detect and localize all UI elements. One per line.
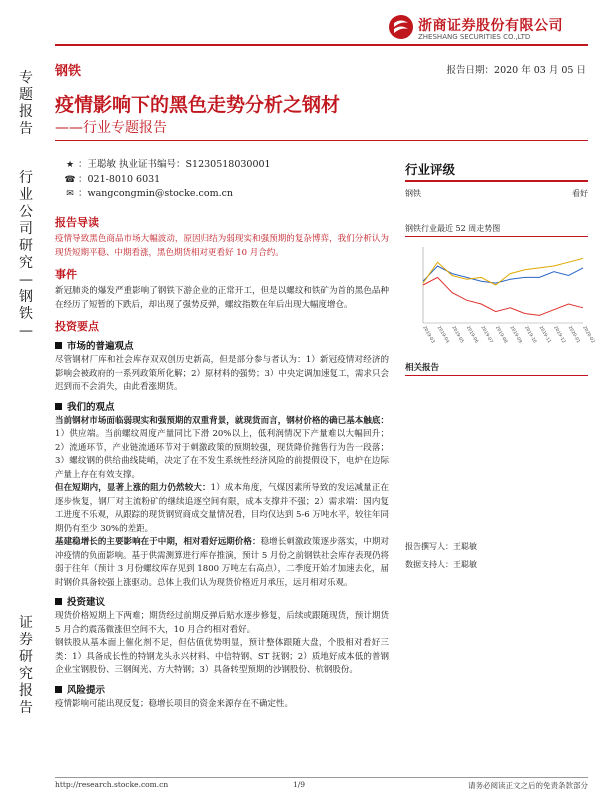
side-label-char: 行 <box>19 170 33 186</box>
side-label-char: 究 <box>19 255 33 271</box>
analyst-name: ：王聪敏 执业证书编号：S1230518030001 <box>78 159 271 170</box>
chart-x-tick-label: 2019-06 <box>464 325 479 345</box>
advice-text-2: 钢铁股从基本面上催化剂不足，但估值优势明显，预计整体跟随大盘，个股相对看好三类：1）具备成长性的特钢龙头永兴材料、中信特钢、ST 抚钢；2）质地好成本低的普钢企业宝钢股份、三钢闽光、方大特钢；3）具备转型预期的沙钢股份、杭钢股份。 <box>55 638 389 675</box>
rating-industry: 钢铁 <box>405 189 421 198</box>
chart-x-tick-label: 2020-01 <box>566 325 581 345</box>
market-view-heading: 市场的普遍观点 <box>55 338 389 352</box>
chart-x-tick-label: 2019-03 <box>421 325 436 345</box>
side-label-char: 钢 <box>19 289 33 305</box>
side-label-char: 告 <box>19 700 33 716</box>
points-heading: 投资要点 <box>55 320 99 333</box>
side-label-special-report <box>16 70 36 138</box>
side-label-industry-research <box>16 170 36 340</box>
page-number: 1/9 <box>293 780 306 789</box>
side-label-securities-research <box>16 615 36 717</box>
writer-info <box>405 538 477 574</box>
title-divider <box>55 140 588 141</box>
person-icon: ★ <box>65 160 75 170</box>
side-label-char: 证 <box>19 615 33 631</box>
header-divider <box>55 44 588 46</box>
chart-x-tick-label: 2019-10 <box>523 325 537 345</box>
advice-heading: 投资建议 <box>55 594 389 608</box>
report-subtitle: ——行业专题报告 <box>55 120 167 136</box>
chart-x-tick-label: 2019-11 <box>537 325 552 345</box>
report-title: 疫情影响下的黑色走势分析之钢材 <box>55 94 341 116</box>
bullet-square-icon <box>55 598 62 605</box>
bullet-square-icon <box>55 342 62 349</box>
side-label-char: 报 <box>19 104 33 120</box>
chart-x-tick-label: 2020-02 <box>581 325 596 345</box>
our-view-text: 当前钢材市场面临弱现实和强预期的双重背景，就现货而言，钢材价格的确已基本触底：1）供应端。当前螺纹周度产量同比下滑 20%以上，低利润情况下产量难以大幅回升；2）流通环节，产业链流通环节对于刺激政策的预期较强，现货降价抛售行为告一段落；3）螺纹钢的供给曲线陡峭，决定了在不发生系统性经济风险的前提假设下，电炉在边际产量上存在有效支撑。 <box>55 415 389 480</box>
report-category: 钢铁 <box>55 64 82 79</box>
long-term-text: 基建稳增长的主要影响在于中期，相对看好远期价格：稳增长刺激政策逐步落实，中期对冲疫情的负面影响。基于供需测算进行库存推演，预计 5 月份之前钢铁社会库存表现仍将弱于往年（预计 3 月份螺纹库存见到 1800 万吨左右高点），二季度开始才加速去化，届时钢价具备较强上涨驱动。总体上我们认为现货价格近月承压，远月相对乐观。 <box>55 537 389 588</box>
side-label-char: 究 <box>19 666 33 682</box>
email-icon: ✉ <box>66 189 74 199</box>
guide-heading: 报告导读 <box>55 216 99 229</box>
sidebar <box>405 160 596 376</box>
side-label-char: 券 <box>19 632 33 648</box>
analyst-info <box>62 158 271 202</box>
chart-title: 钢铁行业最近 52 周走势图 <box>405 223 588 237</box>
side-label-char: 专 <box>19 70 33 86</box>
side-label-char: — <box>19 323 33 339</box>
risk-heading: 风险提示 <box>55 682 389 696</box>
side-label-char: 研 <box>19 649 33 665</box>
footer-divider <box>55 777 588 778</box>
side-label-char: 业 <box>19 187 33 203</box>
analyst-name-row <box>62 158 271 173</box>
contact-label: 数据支持人：王聪敏 <box>405 560 477 569</box>
chart-x-tick-label: 2019-07 <box>479 325 494 345</box>
phone-icon: ☎ <box>64 174 76 185</box>
chart-x-tick-label: 2019-08 <box>493 325 508 345</box>
side-label-char: 题 <box>19 87 33 103</box>
side-label-char: 告 <box>19 121 33 137</box>
analyst-phone: ：021-8010 6031 <box>78 173 161 185</box>
trend-chart <box>405 241 596 351</box>
main-content <box>55 208 389 711</box>
chart-x-tick-label: 2019-12 <box>552 325 566 345</box>
side-label-char: 公 <box>19 204 33 220</box>
side-label-char: 司 <box>19 221 33 237</box>
bullet-square-icon <box>55 403 62 410</box>
logo-name-cn: 浙商证券股份有限公司 <box>418 18 563 34</box>
footer-disclaimer: 请务必阅读正文之后的免责条款部分 <box>468 781 588 790</box>
chart-x-tick-label: 2019-04 <box>435 325 450 345</box>
event-heading: 事件 <box>55 268 77 281</box>
analyst-email[interactable]: ：wangcongmin@stocke.com.cn <box>78 188 234 199</box>
event-text: 新冠肺炎的爆发严重影响了钢铁下游企业的正常开工，但是以螺纹和铁矿为首的黑色品种在经历了短暂的下跌后，却出现了强势反弹，螺纹指数在年后出现大幅度增仓。 <box>55 286 389 310</box>
side-label-char: 研 <box>19 238 33 254</box>
company-logo <box>388 14 588 44</box>
guide-text: 疫情导致黑色商品市场大幅波动，原因归结为弱现实和强预期的复杂博弈，我们分析认为现货短期平稳、中期看涨，黑色期货相对更看好 10 月合约。 <box>55 234 389 258</box>
risk-text: 疫情影响可能出现反复；稳增长项目的资金来源存在不确定性。 <box>55 698 294 709</box>
side-label-char: 报 <box>19 683 33 699</box>
bullet-square-icon <box>55 686 62 693</box>
chart-series-line-0 <box>423 266 583 283</box>
side-label-char: — <box>19 272 33 288</box>
side-label-char: 铁 <box>19 306 33 322</box>
analyst-email-row <box>62 187 271 202</box>
analyst-phone-row <box>62 173 271 188</box>
related-reports-heading: 相关报告 <box>405 361 588 376</box>
rating-value: 看好 <box>572 189 588 198</box>
market-view-text: 尽管钢材厂库和社会库存双双创历史新高，但是部分参与者认为：1）新冠疫情对经济的影响会被政府的一系列政策所化解；2）原材料的强势；3）中央定调加速复工，需求只会迟到而不会消失，由此看涨期货。 <box>55 355 389 392</box>
chart-x-tick-label: 2019-05 <box>450 325 465 345</box>
rating-heading: 行业评级 <box>405 160 588 182</box>
logo-name-en: ZHESHANG SECURITIES CO.,LTD <box>418 33 531 41</box>
footer-url[interactable]: http://research.stocke.com.cn <box>55 780 169 789</box>
logo-mark-icon <box>388 14 414 40</box>
chart-series-line-2 <box>423 277 583 315</box>
advice-text-1: 现货价格短期上下两难；期货经过前期反弹后贴水逐步修复，后续或跟随现货，预计期货 5 月合约震荡微涨但空间不大，10 月合约相对看好。 <box>55 611 389 635</box>
our-view-heading: 我们的观点 <box>55 399 389 413</box>
resist-text: 但在短期内，显著上涨的阻力仍然较大：1）成本角度，气煤因素所导致的发运减量正在逐步恢复，钢厂对主流粉矿的继续追逐空间有限，成本支撑并不强；2）需求端：国内复工进度不乐观，从跟踪的现货钢贸商成交量情况看，目均仅达到 5-6 万吨水平，较往年同期仍有至少 30%的差距。 <box>55 483 389 534</box>
rating-row <box>405 188 588 199</box>
chart-x-tick-label: 2019-09 <box>508 325 523 345</box>
writer-label: 报告撰写人：王聪敏 <box>405 542 477 551</box>
report-date: 报告日期：2020 年 03 月 05 日 <box>446 65 586 76</box>
